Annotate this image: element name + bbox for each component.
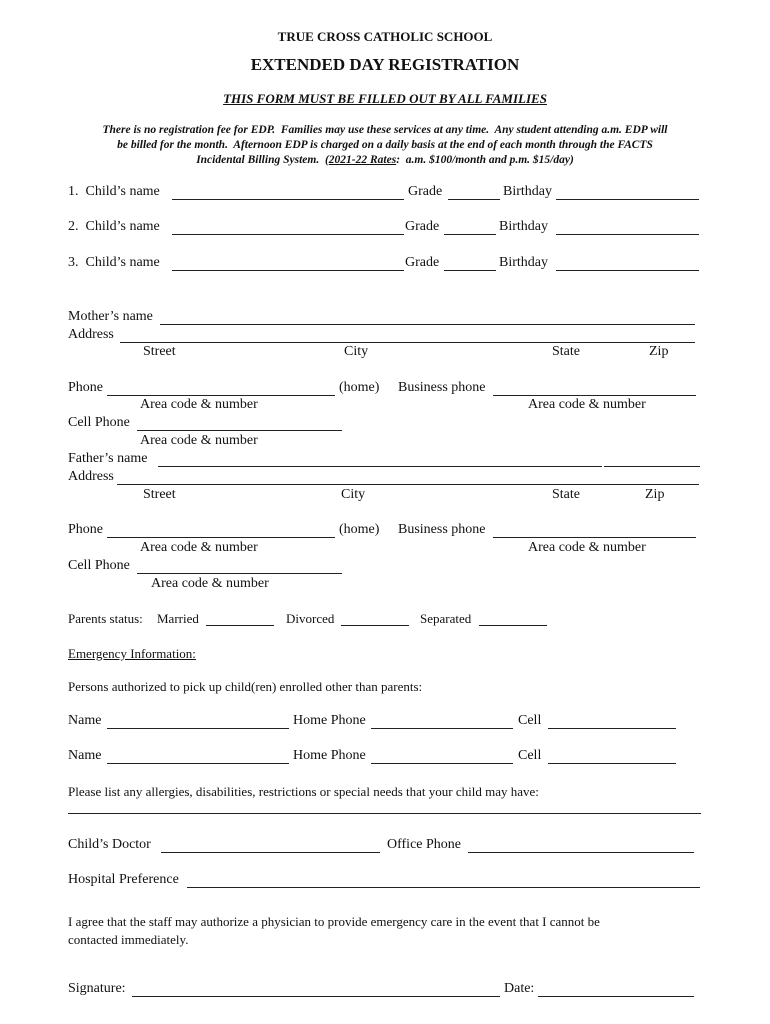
father-phone-area-caption: Area code & number — [140, 540, 258, 555]
mother-name-field[interactable] — [160, 324, 695, 325]
hospital-label: Hospital Preference — [68, 872, 179, 887]
emergency-2-home-phone-label: Home Phone — [293, 748, 366, 763]
hospital-field[interactable] — [187, 887, 700, 888]
child-2-birthday-field[interactable] — [556, 234, 699, 235]
form-title: EXTENDED DAY REGISTRATION — [250, 55, 520, 74]
father-name-field[interactable] — [158, 466, 602, 467]
agreement-line-1: I agree that the staff may authorize a physician to provide emergency care in the event that I cannot be — [68, 914, 600, 929]
mother-cell-label: Cell Phone — [68, 415, 130, 430]
mother-zip-caption: Zip — [649, 344, 669, 359]
emergency-1-name-label: Name — [68, 713, 102, 728]
child-1-grade-label: Grade — [408, 184, 443, 199]
parents-status-label: Parents status: — [68, 611, 143, 626]
date-label: Date: — [504, 981, 535, 996]
emergency-1-home-phone-field[interactable] — [371, 728, 513, 729]
father-cell-area-caption: Area code & number — [151, 576, 269, 591]
status-married-label: Married — [157, 611, 199, 626]
status-divorced-field[interactable] — [341, 625, 409, 626]
father-state-caption: State — [552, 487, 580, 502]
father-business-phone-field[interactable] — [493, 537, 696, 538]
signature-field[interactable] — [132, 996, 500, 997]
child-1-label: 1. Child’s name — [68, 184, 160, 199]
emergency-1-home-phone-label: Home Phone — [293, 713, 366, 728]
status-separated-label: Separated — [420, 611, 472, 626]
child-1-name-field[interactable] — [172, 199, 404, 200]
emergency-persons-label: Persons authorized to pick up child(ren) enrolled other than parents: — [68, 679, 423, 694]
emergency-2-cell-field[interactable] — [548, 763, 676, 764]
form-subtitle: THIS FORM MUST BE FILLED OUT BY ALL FAMILIES — [223, 91, 547, 106]
child-3-label: 3. Child’s name — [68, 255, 160, 270]
father-address-field[interactable] — [117, 484, 699, 485]
intro-line-2: be billed for the month. Afternoon EDP is charged on a daily basis at the end of each month through the FACTS — [117, 139, 653, 151]
allergies-label: Please list any allergies, disabilities, restrictions or special needs that your child may have: — [68, 784, 539, 799]
emergency-1-cell-label: Cell — [518, 713, 542, 728]
mother-business-phone-field[interactable] — [493, 395, 696, 396]
mother-business-area-caption: Area code & number — [528, 397, 646, 412]
status-married-field[interactable] — [206, 625, 274, 626]
status-divorced-label: Divorced — [286, 611, 335, 626]
child-2-grade-label: Grade — [405, 219, 440, 234]
emergency-heading: Emergency Information: — [68, 646, 196, 661]
status-separated-field[interactable] — [479, 625, 547, 626]
mother-phone-area-caption: Area code & number — [140, 397, 258, 412]
mother-address-label: Address — [68, 327, 114, 342]
child-3-name-field[interactable] — [172, 270, 404, 271]
child-2-name-field[interactable] — [172, 234, 404, 235]
child-1-birthday-label: Birthday — [503, 184, 552, 199]
mother-home-caption: (home) — [339, 380, 380, 395]
emergency-2-name-field[interactable] — [107, 763, 289, 764]
mother-street-caption: Street — [143, 344, 176, 359]
child-1-birthday-field[interactable] — [556, 199, 699, 200]
father-phone-label: Phone — [68, 522, 103, 537]
office-phone-field[interactable] — [468, 852, 694, 853]
father-phone-field[interactable] — [107, 537, 335, 538]
intro-line-3: Incidental Billing System. (2021-22 Rates: a.m. $100/month and p.m. $15/day) — [196, 154, 574, 166]
father-business-area-caption: Area code & number — [528, 540, 646, 555]
agreement-line-2: contacted immediately. — [68, 932, 189, 947]
school-name: TRUE CROSS CATHOLIC SCHOOL — [277, 29, 493, 44]
child-2-grade-field[interactable] — [444, 234, 496, 235]
doctor-label: Child’s Doctor — [68, 837, 151, 852]
father-home-caption: (home) — [339, 522, 380, 537]
office-phone-label: Office Phone — [387, 837, 461, 852]
mother-name-label: Mother’s name — [68, 309, 153, 324]
father-street-caption: Street — [143, 487, 176, 502]
father-cell-field[interactable] — [137, 573, 342, 574]
father-city-caption: City — [341, 487, 366, 502]
mother-business-phone-label: Business phone — [398, 380, 486, 395]
allergies-field[interactable] — [68, 813, 701, 814]
rates-link: 2021-22 Rates — [328, 154, 397, 166]
emergency-2-home-phone-field[interactable] — [371, 763, 513, 764]
father-zip-caption: Zip — [645, 487, 665, 502]
mother-cell-field[interactable] — [137, 430, 342, 431]
father-cell-label: Cell Phone — [68, 558, 130, 573]
father-name-label: Father’s name — [68, 451, 148, 466]
child-1-grade-field[interactable] — [448, 199, 500, 200]
date-field[interactable] — [538, 996, 694, 997]
emergency-1-name-field[interactable] — [107, 728, 289, 729]
child-3-grade-label: Grade — [405, 255, 440, 270]
emergency-2-name-label: Name — [68, 748, 102, 763]
intro-line-1: There is no registration fee for EDP. Families may use these services at any time. Any student attending a.m. EDP will — [102, 124, 668, 136]
mother-state-caption: State — [552, 344, 580, 359]
doctor-field[interactable] — [161, 852, 380, 853]
father-address-label: Address — [68, 469, 114, 484]
mother-phone-label: Phone — [68, 380, 103, 395]
mother-address-field[interactable] — [120, 342, 695, 343]
child-3-birthday-label: Birthday — [499, 255, 548, 270]
father-business-phone-label: Business phone — [398, 522, 486, 537]
emergency-1-cell-field[interactable] — [548, 728, 676, 729]
child-2-label: 2. Child’s name — [68, 219, 160, 234]
child-2-birthday-label: Birthday — [499, 219, 548, 234]
mother-phone-field[interactable] — [107, 395, 335, 396]
child-3-grade-field[interactable] — [444, 270, 496, 271]
child-3-birthday-field[interactable] — [556, 270, 699, 271]
emergency-2-cell-label: Cell — [518, 748, 542, 763]
father-name-field-extra[interactable] — [604, 466, 700, 467]
mother-cell-area-caption: Area code & number — [140, 433, 258, 448]
mother-city-caption: City — [344, 344, 369, 359]
signature-label: Signature: — [68, 981, 126, 996]
